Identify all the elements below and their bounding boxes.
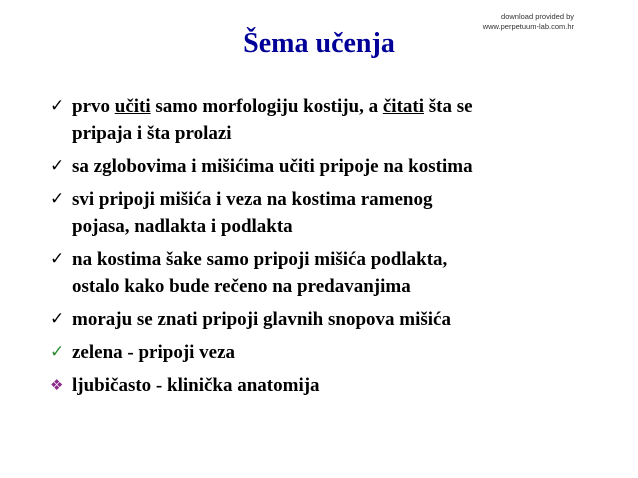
bullet-list (50, 93, 620, 405)
checkmark-icon: ✓ (50, 96, 65, 116)
credit-line-1: download provided by (501, 12, 574, 21)
bullet-item (50, 246, 620, 300)
bullet-underlined-word: učiti (114, 96, 151, 117)
bullet-line: ostalo kako bude rečeno na predavanjima (72, 276, 411, 297)
bullet-item (50, 306, 620, 333)
bullet-text: samo morfologiju kostiju, a (150, 96, 383, 117)
credit-line-2: www.perpetuum-lab.com.hr (482, 22, 574, 31)
bullet-text: prvo (72, 96, 115, 117)
checkmark-icon: ✓ (50, 189, 65, 209)
bullet-text: šta se (424, 96, 473, 117)
bullet-item (50, 93, 620, 147)
slide-title: Šema učenja (243, 28, 395, 59)
bullet-item (50, 372, 620, 399)
bullet-line: moraju se znati pripoji glavnih snopova mišića (72, 309, 451, 330)
checkmark-icon: ✓ (50, 249, 65, 269)
bullet-item (50, 153, 620, 180)
bullet-line: pripaja i šta prolazi (72, 123, 232, 144)
bullet-line: svi pripoji mišića i veza na kostima ramenog (72, 189, 433, 210)
checkmark-green-icon: ✓ (50, 342, 65, 362)
bullet-line: sa zglobovima i mišićima učiti pripoje na kostima (72, 156, 473, 177)
diamond-bullet-icon: ❖ (50, 376, 64, 394)
bullet-line: na kostima šake samo pripoji mišića podlakta, (72, 249, 448, 270)
bullet-line: pojasa, nadlakta i podlakta (72, 216, 293, 237)
bullet-item (50, 186, 620, 240)
checkmark-icon: ✓ (50, 156, 65, 176)
bullet-item (50, 339, 620, 366)
bullet-line (72, 93, 620, 120)
bullet-underlined-word: čitati (382, 96, 425, 117)
bullet-line: zelena - pripoji veza (72, 342, 236, 363)
bullet-line: ljubičasto - klinička anatomija (72, 375, 320, 396)
checkmark-icon: ✓ (50, 309, 65, 329)
